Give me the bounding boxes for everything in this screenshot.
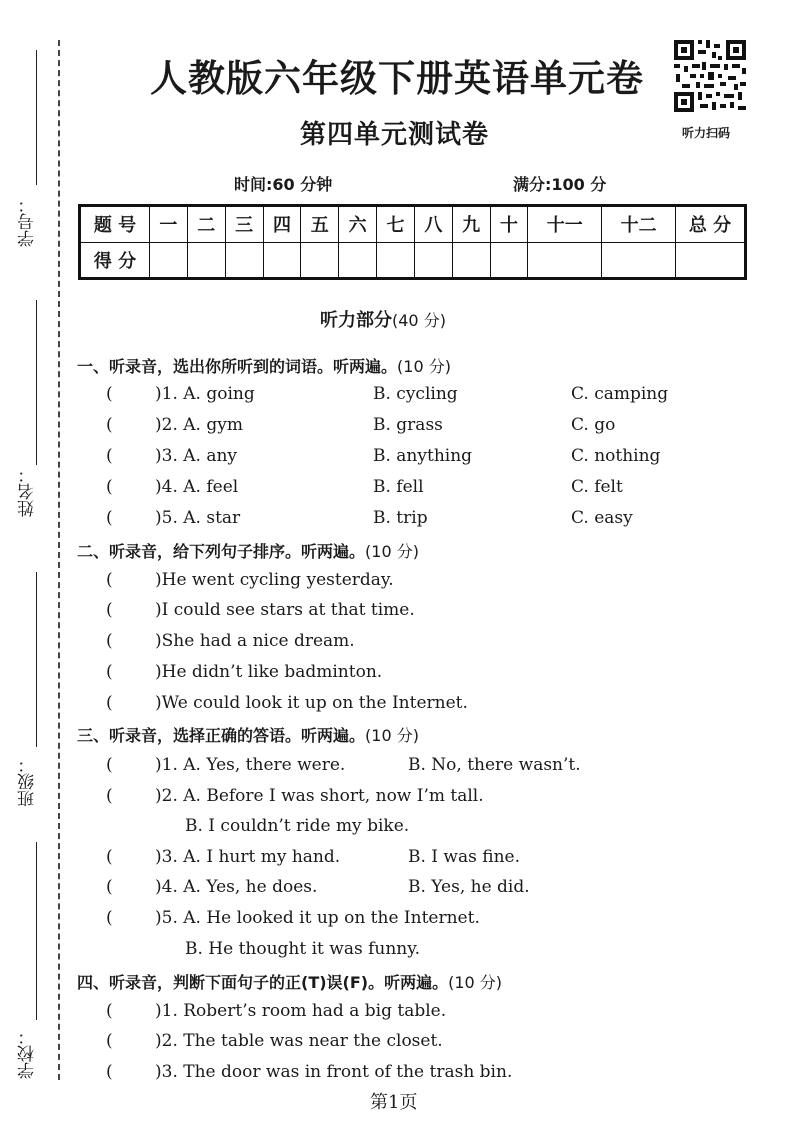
option-b: B. trip	[373, 508, 428, 528]
section-points: (10 分)	[397, 357, 451, 376]
option-a: )4. A. feel	[155, 477, 239, 497]
sentence: )I could see stars at that time.	[155, 600, 415, 620]
section-1-heading	[77, 354, 451, 377]
option-a: )1. A. going	[155, 384, 255, 404]
answer-bracket[interactable]: (	[106, 908, 113, 928]
sentence: )She had a nice dream.	[155, 631, 355, 651]
option-a: )2. A. Before I was short, now I’m tall.	[155, 786, 484, 806]
option-c: C. go	[571, 415, 616, 435]
option-a: )5. A. He looked it up on the Internet.	[155, 908, 480, 928]
option-a: )1. A. Yes, there were.	[155, 755, 346, 775]
score-table-score-row	[80, 242, 746, 279]
statement: )1. Robert’s room had a big table.	[155, 1001, 447, 1021]
option-b: B. He thought it was funny.	[185, 939, 420, 959]
option-a: )3. A. any	[155, 446, 238, 466]
answer-bracket[interactable]: (	[106, 786, 113, 806]
statement: )2. The table was near the closet.	[155, 1031, 443, 1051]
answer-bracket[interactable]: (	[106, 570, 113, 590]
total-score-cell[interactable]	[676, 242, 746, 279]
option-b: B. I was fine.	[408, 847, 520, 867]
col-header: 六	[339, 206, 377, 243]
option-b: B. Yes, he did.	[408, 877, 530, 897]
section-points: (10 分)	[448, 973, 503, 992]
option-a: )4. A. Yes, he does.	[155, 877, 318, 897]
score-cell[interactable]	[187, 242, 225, 279]
option-b: B. cycling	[373, 384, 458, 404]
option-b: B. I couldn’t ride my bike.	[185, 816, 410, 836]
part-points: (40 分)	[392, 311, 446, 330]
score-label: 得 分	[80, 242, 150, 279]
part-title: 听力部分	[320, 310, 392, 331]
sentence: )We could look it up on the Internet.	[155, 693, 468, 713]
section-3-heading	[77, 723, 419, 746]
option-b: B. No, there wasn’t.	[408, 755, 581, 775]
section-title: 一、听录音，选出你所听到的词语。听两遍。	[77, 357, 398, 376]
answer-bracket[interactable]: (	[106, 446, 113, 466]
option-c: C. easy	[571, 508, 633, 528]
col-header: 十二	[602, 206, 676, 243]
score-cell[interactable]	[414, 242, 452, 279]
score-cell[interactable]	[301, 242, 339, 279]
sentence: )He went cycling yesterday.	[155, 570, 394, 590]
score-cell[interactable]	[150, 242, 188, 279]
col-header: 二	[187, 206, 225, 243]
col-header: 四	[263, 206, 301, 243]
answer-bracket[interactable]: (	[106, 384, 113, 404]
answer-bracket[interactable]: (	[106, 662, 113, 682]
score-cell[interactable]	[528, 242, 602, 279]
page-number: 第1页	[370, 1092, 418, 1113]
section-title: 二、听录音，给下列句子排序。听两遍。	[77, 542, 366, 561]
question-no-label: 题 号	[80, 206, 150, 243]
score-cell[interactable]	[263, 242, 301, 279]
school-line	[36, 842, 37, 1020]
score-table	[78, 204, 747, 280]
score-table-header-row	[80, 206, 746, 243]
answer-bracket[interactable]: (	[106, 1062, 113, 1082]
option-b: B. grass	[373, 415, 443, 435]
statement: )3. The door was in front of the trash bin.	[155, 1062, 513, 1082]
total-label: 总 分	[676, 206, 746, 243]
page-subtitle: 第四单元测试卷	[300, 120, 490, 150]
part-heading	[320, 306, 446, 332]
option-c: C. nothing	[571, 446, 661, 466]
score-cell[interactable]	[452, 242, 490, 279]
score-cell[interactable]	[490, 242, 528, 279]
score-cell[interactable]	[377, 242, 415, 279]
qr-caption: 听力扫码	[682, 126, 731, 140]
option-c: C. camping	[571, 384, 669, 404]
section-points: (10 分)	[365, 726, 419, 745]
section-2-heading	[77, 539, 419, 562]
sentence: )He didn’t like badminton.	[155, 662, 383, 682]
col-header: 八	[414, 206, 452, 243]
section-title: 三、听录音，选择正确的答语。听两遍。	[77, 726, 366, 745]
col-header: 七	[377, 206, 415, 243]
student-id-label: 学号：	[18, 196, 38, 247]
page-title: 人教版六年级下册英语单元卷	[150, 57, 644, 100]
qr-code-icon[interactable]	[672, 38, 748, 114]
score-cell[interactable]	[602, 242, 676, 279]
col-header: 十一	[528, 206, 602, 243]
answer-bracket[interactable]: (	[106, 755, 113, 775]
col-header: 十	[490, 206, 528, 243]
col-header: 一	[150, 206, 188, 243]
col-header: 九	[452, 206, 490, 243]
option-a: )3. A. I hurt my hand.	[155, 847, 341, 867]
option-c: C. felt	[571, 477, 623, 497]
answer-bracket[interactable]: (	[106, 847, 113, 867]
cut-line	[58, 40, 60, 1080]
answer-bracket[interactable]: (	[106, 477, 113, 497]
school-label: 学校：	[18, 1028, 38, 1079]
score-cell[interactable]	[225, 242, 263, 279]
student-id-line	[36, 50, 37, 185]
col-header: 五	[301, 206, 339, 243]
answer-bracket[interactable]: (	[106, 1001, 113, 1021]
answer-bracket[interactable]: (	[106, 415, 113, 435]
full-score: 满分:100 分	[513, 175, 607, 194]
answer-bracket[interactable]: (	[106, 693, 113, 713]
class-line	[36, 572, 37, 747]
answer-bracket[interactable]: (	[106, 1031, 113, 1051]
section-4-heading	[77, 970, 502, 993]
name-line	[36, 300, 37, 465]
option-a: )2. A. gym	[155, 415, 243, 435]
name-label: 姓名：	[18, 466, 38, 517]
answer-bracket[interactable]: (	[106, 508, 113, 528]
section-points: (10 分)	[365, 542, 419, 561]
class-label: 班级：	[18, 756, 38, 807]
section-title: 四、听录音，判断下面句子的正(T)误(F)。听两遍。	[77, 973, 449, 992]
exam-time: 时间:60 分钟	[234, 175, 333, 194]
answer-bracket[interactable]: (	[106, 631, 113, 651]
col-header: 三	[225, 206, 263, 243]
option-a: )5. A. star	[155, 508, 241, 528]
answer-bracket[interactable]: (	[106, 877, 113, 897]
binding-margin	[0, 0, 70, 1130]
option-b: B. anything	[373, 446, 473, 466]
option-b: B. fell	[373, 477, 424, 497]
score-cell[interactable]	[339, 242, 377, 279]
answer-bracket[interactable]: (	[106, 600, 113, 620]
